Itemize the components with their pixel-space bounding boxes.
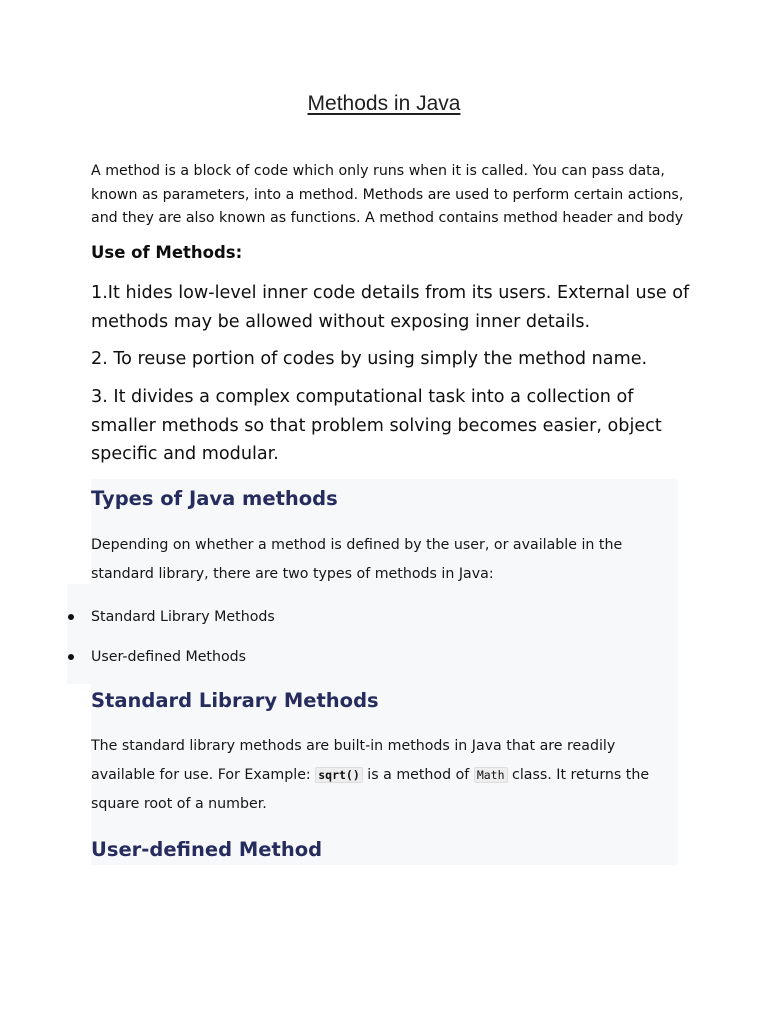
list-item-label: Standard Library Methods — [91, 609, 275, 625]
standard-library-paragraph — [91, 732, 681, 819]
list-item — [0, 644, 768, 670]
list-item — [0, 604, 768, 630]
bullet-icon — [68, 654, 74, 660]
bullet-icon — [68, 614, 74, 620]
page-title: Methods in Java — [307, 92, 461, 115]
standard-library-heading: Standard Library Methods — [91, 689, 379, 712]
use-of-methods-heading: Use of Methods: — [91, 243, 243, 262]
user-defined-heading: User-defined Method — [91, 838, 323, 861]
standard-text-after: class. It returns the square root of a number. — [91, 767, 650, 812]
use-point-1: 1.It hides low-level inner code details from its users. External use of methods may be allowed without exposing inner details. — [91, 283, 690, 332]
use-point-3: 3. It divides a complex computational task into a collection of smaller methods so that problem solving becomes easier, object specific and modular. — [91, 387, 662, 464]
standard-text-before: The standard library methods are built-in methods in Java that are readily available for use. For Example: — [91, 738, 616, 783]
list-item-label: User-defined Methods — [91, 649, 247, 665]
math-code: Math — [474, 767, 508, 783]
sqrt-code: sqrt() — [315, 767, 363, 783]
use-point-2: 2. To reuse portion of codes by using simply the method name. — [91, 349, 648, 369]
types-heading: Types of Java methods — [91, 487, 338, 510]
intro-paragraph: A method is a block of code which only runs when it is called. You can pass data, known as parameters, into a method. Methods are used to perform certain actions, and they are also known as functions. A method contains method header and body — [91, 163, 684, 226]
types-paragraph: Depending on whether a method is defined by the user, or available in the standard library, there are two types of methods in Java: — [91, 537, 623, 582]
standard-text-middle: is a method of — [362, 767, 474, 783]
